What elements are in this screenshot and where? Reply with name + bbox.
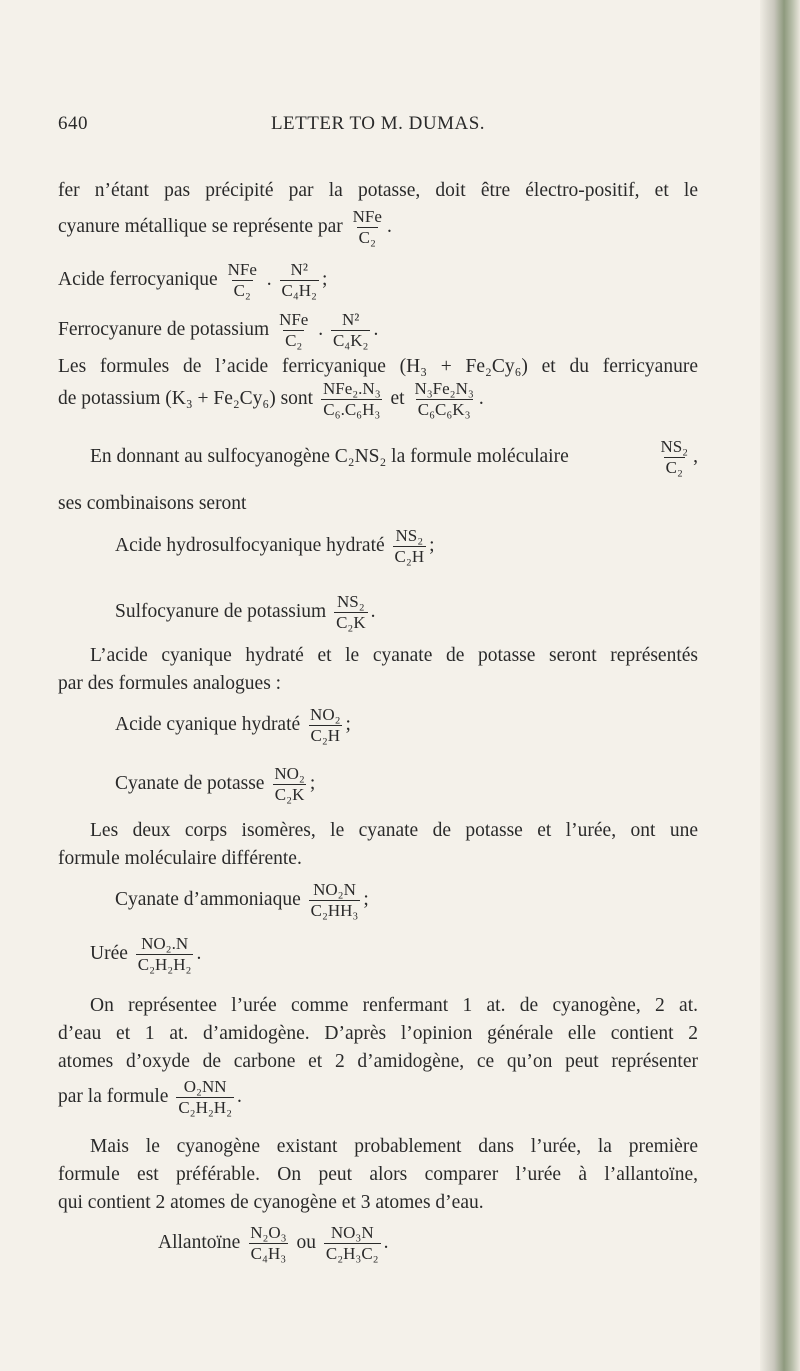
punct: ; <box>309 772 316 794</box>
denominator: C₄H₂ <box>281 280 317 300</box>
text-line: ses combinaisons seront <box>58 493 247 514</box>
denominator: C₂ <box>358 227 376 247</box>
formula-fraction <box>393 527 427 566</box>
formula-label: Ferrocyanure de potassium <box>58 318 270 340</box>
formula-fraction <box>309 881 361 920</box>
running-title: LETTER TO M. DUMAS. <box>270 113 486 134</box>
text-line: atomes d’oxyde de carbone et 2 d’amidogène, ce qu’on peut représenter <box>58 1051 698 1072</box>
formula-line <box>58 208 392 247</box>
formula-line <box>115 706 351 745</box>
denominator: C₂HH₃ <box>310 900 359 920</box>
punct: . <box>478 387 484 409</box>
formula-line <box>115 881 369 920</box>
formula-fraction <box>321 380 383 419</box>
punct: . <box>370 600 376 622</box>
formula-line <box>58 380 484 419</box>
text-line: d’eau et 1 at. d’amidogène. D’après l’opinion générale elle contient 2 <box>58 1023 698 1044</box>
text-line: On représentee l’urée comme renfermant 1 at. de cyanogène, 2 at. <box>90 995 698 1016</box>
numerator: NS₂ <box>395 526 424 545</box>
numerator: NFe₂.N₃ <box>322 379 381 398</box>
formula-fraction <box>136 935 194 974</box>
denominator: C₂H₂H₂ <box>178 1097 233 1117</box>
numerator: NO₂ <box>310 705 341 724</box>
formula-label: Cyanate d’ammoniaque <box>115 888 301 910</box>
punct: . <box>386 215 392 237</box>
denominator: C₂H₂H₂ <box>137 954 192 974</box>
text-line: Les formules de l’acide ferricyanique (H₃ + Fe₂Cy₆) et du ferricyanure <box>58 356 698 377</box>
text-line: formule est préférable. On peut alors comparer l’urée à l’allantoïne, <box>58 1164 698 1185</box>
numerator: NS₂ <box>660 437 689 456</box>
formula-label: Allantoïne <box>158 1231 241 1253</box>
page-edge <box>760 0 800 1371</box>
numerator: NFe <box>279 310 309 329</box>
numerator: NFe <box>352 207 382 226</box>
formula-fraction <box>331 311 370 350</box>
punct: . <box>266 268 272 290</box>
punct: . <box>318 318 324 340</box>
numerator: NO₂N <box>313 880 356 899</box>
denominator: C₄H₃ <box>250 1243 287 1263</box>
punct: . <box>237 1085 242 1107</box>
punct: ; <box>429 534 435 556</box>
numerator: O₂NN <box>183 1077 227 1096</box>
text-line: formule moléculaire différente. <box>58 848 302 869</box>
formula-fraction <box>176 1078 234 1117</box>
punct: , <box>693 445 698 467</box>
denominator: C₆C₆K₃ <box>417 399 471 419</box>
numerator: N₂O₃ <box>250 1223 287 1242</box>
formula-label: Sulfocyanure de potassium <box>115 600 327 622</box>
denominator: C₂H₃C₂ <box>325 1243 379 1263</box>
conjunction: ou <box>296 1231 316 1253</box>
formula-fraction <box>351 208 384 247</box>
text-line: par des formules analogues : <box>58 673 282 694</box>
denominator: C₆.C₆H₃ <box>323 399 381 419</box>
formula-line <box>58 261 327 300</box>
numerator: N² <box>290 260 308 279</box>
formula-line <box>58 311 378 350</box>
formula-fraction <box>226 261 259 300</box>
formula-line <box>90 935 201 974</box>
denominator: C₂H <box>310 725 341 745</box>
formula-line <box>90 438 698 477</box>
denominator: C₄K₂ <box>332 330 369 350</box>
numerator: N₃Fe₂N₃ <box>414 379 474 398</box>
text-line: qui contient 2 atomes de cyanogène et 3 atomes d’eau. <box>58 1192 484 1213</box>
text-line: Mais le cyanogène existant probablement dans l’urée, la première <box>90 1136 698 1157</box>
text-line: En donnant au sulfocyanogène C₂NS₂ la formule moléculaire <box>90 446 569 468</box>
punct: ; <box>363 888 369 910</box>
punct: ; <box>321 268 328 290</box>
formula-line <box>115 527 435 566</box>
numerator: NO₂ <box>274 764 305 783</box>
formula-label: Acide ferrocyanique <box>58 268 218 290</box>
denominator: C₂K <box>336 612 366 632</box>
numerator: NO₂.N <box>141 934 189 953</box>
punct: . <box>373 318 379 340</box>
formula-fraction <box>280 261 319 300</box>
formula-fraction <box>272 765 306 804</box>
denominator: C₂ <box>665 457 683 477</box>
text-line: par la formule <box>58 1085 169 1107</box>
formula-label: Cyanate de potasse <box>115 772 265 794</box>
numerator: NS₂ <box>337 592 365 611</box>
text-line: Les deux corps isomères, le cyanate de potasse et l’urée, ont une <box>90 820 698 841</box>
formula-fraction <box>324 1224 381 1263</box>
denominator: C₂H <box>394 546 425 566</box>
formula-label: Acide hydrosulfocyanique hydraté <box>115 534 385 556</box>
formula-line <box>58 1078 242 1117</box>
formula-fraction <box>412 380 475 419</box>
text-line: de potassium (K₃ + Fe₂Cy₆) sont <box>58 387 314 409</box>
formula-line <box>158 1224 389 1263</box>
conjunction: et <box>390 387 405 409</box>
page-number: 640 <box>58 113 88 134</box>
text-line: fer n’étant pas précipité par la potasse, doit être électro-positif, et le <box>58 180 698 201</box>
text-line: L’acide cyanique hydraté et le cyanate de potasse seront représentés <box>90 645 698 666</box>
denominator: C₂ <box>233 280 251 300</box>
formula-fraction <box>658 438 690 477</box>
numerator: NO₃N <box>330 1223 374 1242</box>
formula-label: Acide cyanique hydraté <box>115 713 301 735</box>
formula-fraction <box>334 593 368 632</box>
denominator: C₂K <box>274 784 305 804</box>
formula-label: Urée <box>90 942 128 964</box>
punct: . <box>383 1231 389 1253</box>
formula-fraction <box>277 311 310 350</box>
numerator: N² <box>342 310 360 329</box>
formula-fraction <box>248 1224 288 1263</box>
formula-fraction <box>308 706 342 745</box>
formula-line <box>115 765 315 804</box>
punct: ; <box>345 713 351 735</box>
formula-line <box>115 593 376 632</box>
punct: . <box>196 942 202 964</box>
text-line: cyanure métallique se représente par <box>58 215 343 237</box>
numerator: NFe <box>227 260 257 279</box>
denominator: C₂ <box>285 330 303 350</box>
